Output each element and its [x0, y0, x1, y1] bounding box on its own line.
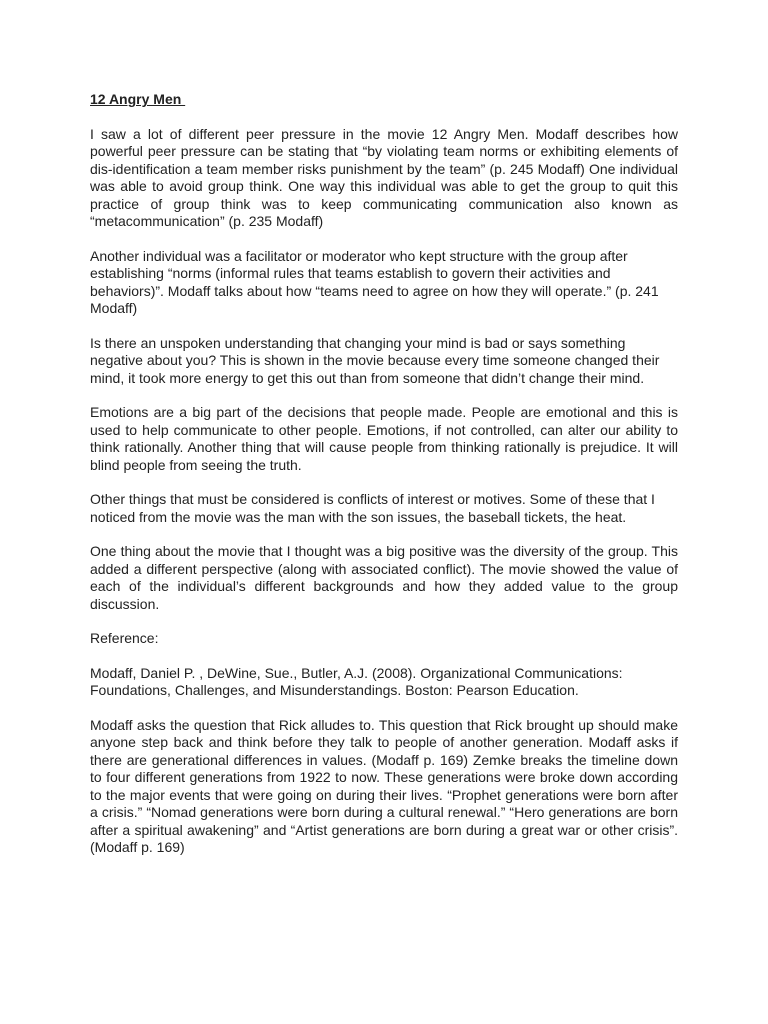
document-title: 12 Angry Men: [90, 91, 186, 107]
paragraph-peer-pressure: I saw a lot of different peer pressure in the movie 12 Angry Men. Modaff describes how powerful peer pressure can be stating that “by violating team norms or exhibiting elements of dis-identification a team member risks punishment by the team” (p. 245 Modaff) One individual was able to avoid group think. One way this individual was able to get the group to quit this practice of group think was to keep communicating communication also known as “metacommunication” (p. 235 Modaff): [90, 125, 678, 229]
reference-citation: Modaff, Daniel P. , DeWine, Sue., Butler, A.J. (2008). Organizational Communications: Foundations, Challenges, and Misunderstandings. Boston: Pearson Education.: [90, 664, 623, 698]
paragraph-conflicts: Other things that must be considered is conflicts of interest or motives. Some of these that I noticed from the movie was the man with the son issues, the baseball tickets, the heat.: [90, 491, 655, 525]
paragraph-diversity: One thing about the movie that I thought was a big positive was the diversity of the group. This added a different perspective (along with associated conflict). The movie showed the value of each of the individual’s different backgrounds and how they added value to the group discussion.: [90, 543, 678, 612]
paragraph-changing-mind: Is there an unspoken understanding that changing your mind is bad or says something negative about you? This is shown in the movie because every time someone changed their mind, it took more energy to get this out than from someone that didn’t change their mind.: [90, 334, 660, 386]
paragraph-generations: Modaff asks the question that Rick alludes to. This question that Rick brought up should make anyone step back and think before they talk to people of another generation. Modaff asks if there are generational differences in values. (Modaff p. 169) Zemke breaks the timeline down to four different generations from 1922 to now. These generations were broke down according to the major events that were going on during their lives. “Prophet generations were born after a crisis.” “Nomad generations were born during a cultural renewal.” “Hero generations are born after a spiritual awakening” and “Artist generations are born during a great war or other crisis”. (Modaff p. 169): [90, 716, 678, 855]
document-page: [90, 91, 678, 874]
reference-heading: Reference:: [90, 630, 159, 646]
paragraph-facilitator: Another individual was a facilitator or moderator who kept structure with the group after establishing “norms (informal rules that teams establish to govern their activities and behaviors)”. Modaff talks about how “teams need to agree on how they will operate.” (p. 241 Modaff): [90, 247, 659, 316]
paragraph-emotions: Emotions are a big part of the decisions that people made. People are emotional and this is used to help communicate to other people. Emotions, if not controlled, can alter our ability to think rationally. Another thing that will cause people from thinking rationally is prejudice. It will blind people from seeing the truth.: [90, 404, 678, 473]
